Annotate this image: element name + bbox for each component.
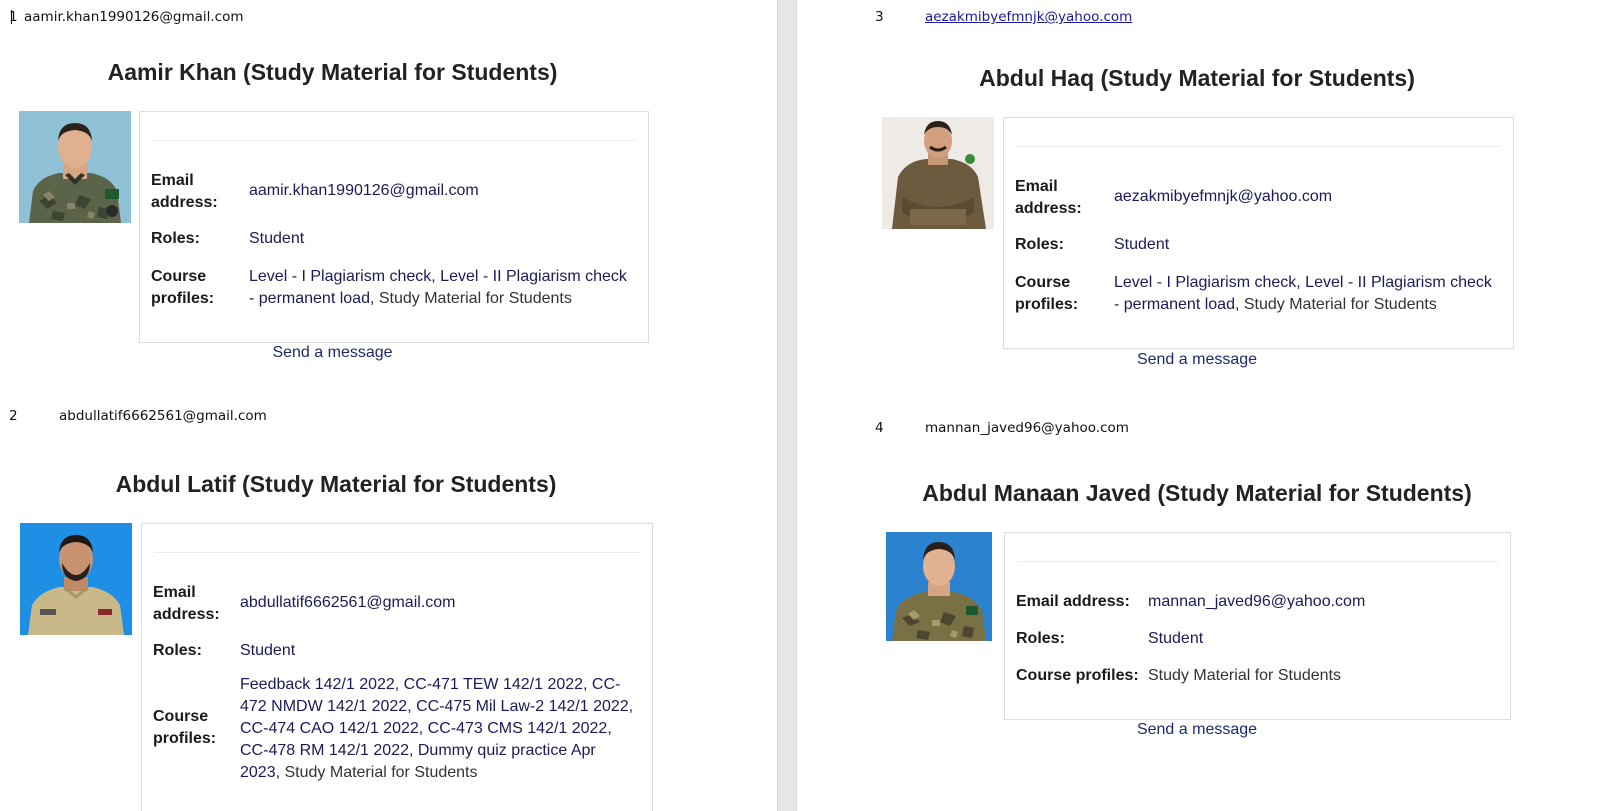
email-label: Email address: [1016, 593, 1130, 610]
entry-number: 2 [9, 408, 18, 424]
soldier-portrait-icon [886, 532, 992, 641]
profile-card [1004, 532, 1511, 720]
course-plain[interactable]: Study Material for Students [1148, 667, 1341, 684]
course-profiles-field [153, 674, 643, 784]
course-profiles-value [1114, 272, 1499, 316]
profile-card [139, 111, 649, 343]
course-profiles-value [249, 266, 634, 310]
course-links[interactable]: Level - I Plagiarism check, Level - II Plagiarism check - permanent load, [1114, 274, 1492, 313]
email-value[interactable]: aezakmibyefmnjk@yahoo.com [1114, 188, 1333, 205]
email-field [151, 170, 641, 214]
profile-title: Abdul Latif (Study Material for Students) [115, 471, 557, 497]
roles-label: Roles: [151, 230, 200, 247]
role-value: Student [249, 230, 305, 247]
email-label: Email address: [151, 172, 218, 211]
course-links[interactable]: Feedback 142/1 2022, CC-471 TEW 142/1 2022, CC-472 NMDW 142/1 2022, CC-475 Mil Law-2 142/1 2022, CC-474 CAO 142/1 2022, CC-473 CMS 142/1 2022, CC-478 RM 142/1 2022, Dummy quiz practice Apr 2023, [240, 676, 634, 781]
course-plain: Study Material for Students [1243, 296, 1437, 313]
profile-title: Aamir Khan (Study Material for Students) [107, 59, 558, 85]
entry-header-email-link[interactable]: aezakmibyefmnjk@yahoo.com [925, 9, 1133, 25]
soldier-portrait-icon [19, 111, 131, 223]
course-plain: Study Material for Students [378, 290, 572, 307]
profile-photo [20, 523, 132, 635]
email-value[interactable]: abdullatif6662561@gmail.com [240, 594, 456, 611]
course-profiles-value [240, 674, 640, 784]
soldier-portrait-icon [20, 523, 132, 635]
send-message-link[interactable]: Send a message [1136, 721, 1258, 738]
card-divider [1016, 146, 1501, 147]
page-gutter [777, 0, 797, 811]
email-field [1015, 176, 1505, 220]
roles-label: Roles: [1016, 630, 1065, 647]
role-value: Student [240, 642, 296, 659]
entry-header-email: aamir.khan1990126@gmail.com [24, 9, 244, 25]
course-profiles-label: Course profiles: [1015, 274, 1079, 313]
entry-number: 1 [9, 9, 18, 25]
roles-field [151, 228, 641, 250]
profile-title: Abdul Haq (Study Material for Students) [979, 65, 1415, 91]
email-value[interactable]: aamir.khan1990126@gmail.com [249, 182, 479, 199]
profile-photo [886, 532, 992, 641]
profile-title: Abdul Manaan Javed (Study Material for Students) [922, 480, 1472, 506]
email-field [1016, 591, 1506, 613]
course-profiles-field [1016, 665, 1506, 687]
course-profiles-label: Course profiles: [1016, 667, 1139, 684]
roles-field [153, 640, 643, 662]
document-page-left [0, 0, 777, 811]
send-message-link[interactable]: Send a message [1136, 351, 1258, 368]
email-label: Email address: [1015, 178, 1082, 217]
roles-field [1016, 628, 1506, 650]
course-profiles-label: Course profiles: [153, 708, 217, 747]
send-message-link[interactable]: Send a message [272, 344, 393, 361]
card-divider [152, 140, 636, 141]
entry-number: 3 [875, 9, 884, 25]
soldier-portrait-icon [882, 117, 994, 229]
course-links[interactable]: Level - I Plagiarism check, Level - II Plagiarism check - permanent load, [249, 268, 627, 307]
role-value: Student [1114, 236, 1170, 253]
course-profiles-value [1148, 665, 1341, 687]
entry-header-email: mannan_javed96@yahoo.com [925, 420, 1129, 436]
role-value: Student [1148, 630, 1204, 647]
roles-field [1015, 234, 1505, 256]
email-field [153, 582, 643, 626]
profile-card [1003, 117, 1514, 349]
profile-card [141, 523, 653, 811]
card-divider [154, 552, 640, 553]
course-plain: Study Material for Students [284, 764, 478, 781]
email-value[interactable]: mannan_javed96@yahoo.com [1148, 593, 1366, 610]
roles-label: Roles: [1015, 236, 1064, 253]
document-page-right [797, 0, 1604, 811]
course-profiles-field [1015, 272, 1505, 316]
entry-number: 4 [875, 420, 884, 436]
entry-header-email: abdullatif6662561@gmail.com [59, 408, 267, 424]
roles-label: Roles: [153, 642, 202, 659]
course-profiles-label: Course profiles: [151, 268, 215, 307]
card-divider [1017, 561, 1498, 562]
profile-photo [882, 117, 994, 229]
email-label: Email address: [153, 584, 220, 623]
profile-photo [19, 111, 131, 223]
course-profiles-field [151, 266, 641, 310]
